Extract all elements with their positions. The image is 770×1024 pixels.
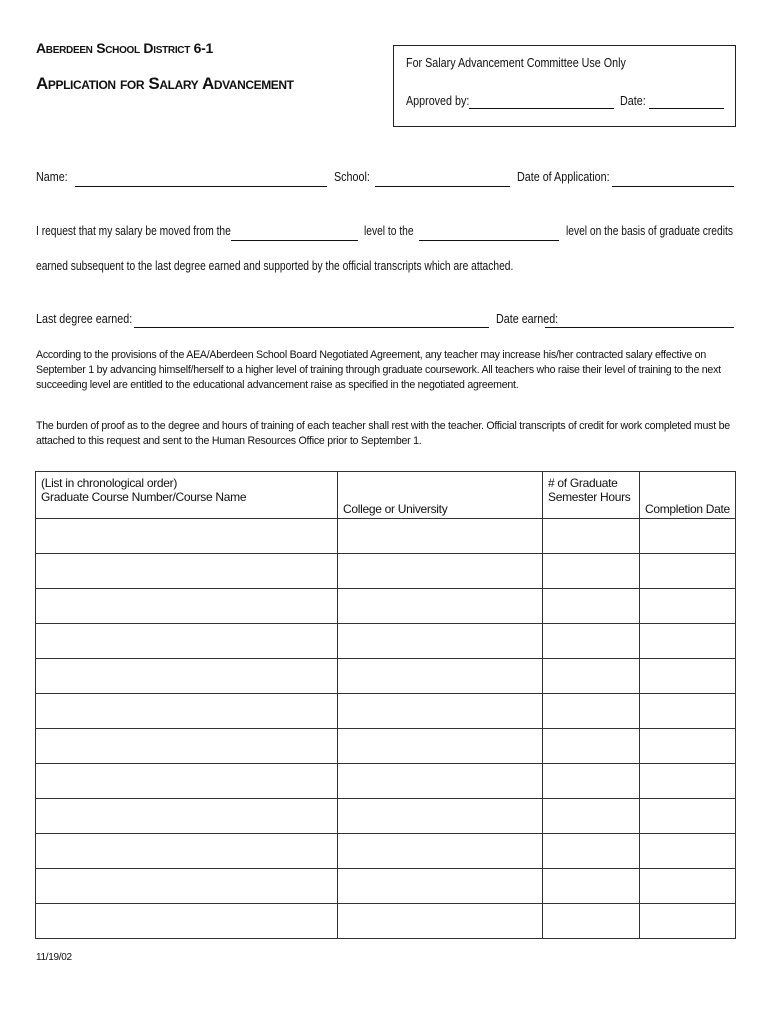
course-name-cell[interactable]	[36, 659, 338, 694]
request-text-part3: level on the basis of graduate credits	[566, 224, 733, 238]
college-header: College or University	[338, 472, 543, 519]
college-cell[interactable]	[338, 904, 543, 939]
semester-hours-cell[interactable]	[543, 764, 640, 799]
college-cell[interactable]	[338, 519, 543, 554]
approved-by-label: Approved by:	[406, 94, 470, 108]
semester-hours-cell[interactable]	[543, 519, 640, 554]
college-cell[interactable]	[338, 869, 543, 904]
school-field[interactable]	[375, 186, 510, 187]
table-row	[36, 834, 736, 869]
college-cell[interactable]	[338, 694, 543, 729]
approved-by-field[interactable]	[469, 108, 614, 109]
school-label: School:	[334, 170, 370, 184]
completion-date-cell[interactable]	[640, 694, 736, 729]
request-text-part2: level to the	[364, 224, 414, 238]
completion-date-cell[interactable]	[640, 834, 736, 869]
table-row	[36, 799, 736, 834]
committee-use-box	[393, 45, 736, 127]
completion-date-cell[interactable]	[640, 519, 736, 554]
table-row	[36, 904, 736, 939]
table-row	[36, 764, 736, 799]
course-name-cell[interactable]	[36, 799, 338, 834]
table-row	[36, 624, 736, 659]
table-row	[36, 729, 736, 764]
semester-hours-header	[543, 472, 640, 519]
completion-date-cell[interactable]	[640, 764, 736, 799]
course-table	[35, 471, 736, 939]
provisions-paragraph: According to the provisions of the AEA/Aberdeen School Board Negotiated Agreement, any teacher may increase his/her contracted salary effective on September 1 by advancing himself/herself to a higher level of training through graduate coursework. All teachers who raise their level of training to the next succeeding level are entitled to the educational advancement raise as specified in the negotiated agreement.	[36, 349, 721, 391]
completion-date-header: Completion Date	[640, 472, 736, 519]
table-row	[36, 659, 736, 694]
semester-hours-header-line2: Semester Hours	[548, 490, 631, 504]
semester-hours-cell[interactable]	[543, 904, 640, 939]
completion-date-cell[interactable]	[640, 869, 736, 904]
semester-hours-cell[interactable]	[543, 694, 640, 729]
semester-hours-cell[interactable]	[543, 729, 640, 764]
completion-date-cell[interactable]	[640, 729, 736, 764]
table-row	[36, 694, 736, 729]
district-name: Aberdeen School District 6-1	[36, 40, 213, 56]
semester-hours-cell[interactable]	[543, 554, 640, 589]
college-cell[interactable]	[338, 554, 543, 589]
semester-hours-cell[interactable]	[543, 799, 640, 834]
course-header-note: (List in chronological order)	[41, 476, 178, 490]
semester-hours-cell[interactable]	[543, 589, 640, 624]
course-name-cell[interactable]	[36, 589, 338, 624]
approved-date-label: Date:	[620, 94, 646, 108]
completion-date-cell[interactable]	[640, 589, 736, 624]
course-name-cell[interactable]	[36, 519, 338, 554]
completion-date-cell[interactable]	[640, 799, 736, 834]
form-title: Application for Salary Advancement	[36, 74, 294, 93]
burden-paragraph: The burden of proof as to the degree and hours of training of each teacher shall rest with the teacher. Official transcripts of credit for work completed must be attached to this request and sent to the Human Resources Office prior to September 1.	[36, 420, 730, 447]
to-level-field[interactable]	[419, 240, 559, 241]
course-name-cell[interactable]	[36, 554, 338, 589]
date-earned-label: Date earned:	[496, 312, 559, 326]
request-text-part1: I request that my salary be moved from the	[36, 224, 231, 238]
course-name-cell[interactable]	[36, 869, 338, 904]
course-name-header	[36, 472, 338, 519]
completion-date-cell[interactable]	[640, 904, 736, 939]
table-row	[36, 519, 736, 554]
table-row	[36, 589, 736, 624]
last-degree-label: Last degree earned:	[36, 312, 133, 326]
completion-date-cell[interactable]	[640, 554, 736, 589]
date-of-application-label: Date of Application:	[517, 170, 610, 184]
completion-date-cell[interactable]	[640, 659, 736, 694]
college-cell[interactable]	[338, 729, 543, 764]
completion-date-cell[interactable]	[640, 624, 736, 659]
college-cell[interactable]	[338, 589, 543, 624]
name-field[interactable]	[75, 186, 327, 187]
semester-hours-cell[interactable]	[543, 659, 640, 694]
college-cell[interactable]	[338, 624, 543, 659]
course-name-cell[interactable]	[36, 729, 338, 764]
course-name-cell[interactable]	[36, 834, 338, 869]
committee-box-title: For Salary Advancement Committee Use Only	[406, 56, 626, 70]
from-level-field[interactable]	[231, 240, 358, 241]
college-cell[interactable]	[338, 799, 543, 834]
semester-hours-cell[interactable]	[543, 624, 640, 659]
college-cell[interactable]	[338, 659, 543, 694]
college-cell[interactable]	[338, 764, 543, 799]
course-table-header	[36, 472, 736, 519]
form-revision-date: 11/19/02	[36, 952, 72, 963]
date-of-application-field[interactable]	[612, 186, 734, 187]
semester-hours-cell[interactable]	[543, 869, 640, 904]
course-name-cell[interactable]	[36, 694, 338, 729]
last-degree-field[interactable]	[134, 327, 489, 328]
course-header-label: Graduate Course Number/Course Name	[41, 490, 247, 504]
request-text-line2: earned subsequent to the last degree earned and supported by the official transcripts which are attached.	[36, 259, 514, 273]
approved-date-field[interactable]	[649, 108, 724, 109]
name-label: Name:	[36, 170, 68, 184]
college-cell[interactable]	[338, 834, 543, 869]
semester-hours-cell[interactable]	[543, 834, 640, 869]
semester-hours-header-line1: # of Graduate	[548, 476, 618, 490]
date-earned-field[interactable]	[545, 327, 734, 328]
course-name-cell[interactable]	[36, 624, 338, 659]
table-row	[36, 554, 736, 589]
course-name-cell[interactable]	[36, 904, 338, 939]
table-row	[36, 869, 736, 904]
course-name-cell[interactable]	[36, 764, 338, 799]
